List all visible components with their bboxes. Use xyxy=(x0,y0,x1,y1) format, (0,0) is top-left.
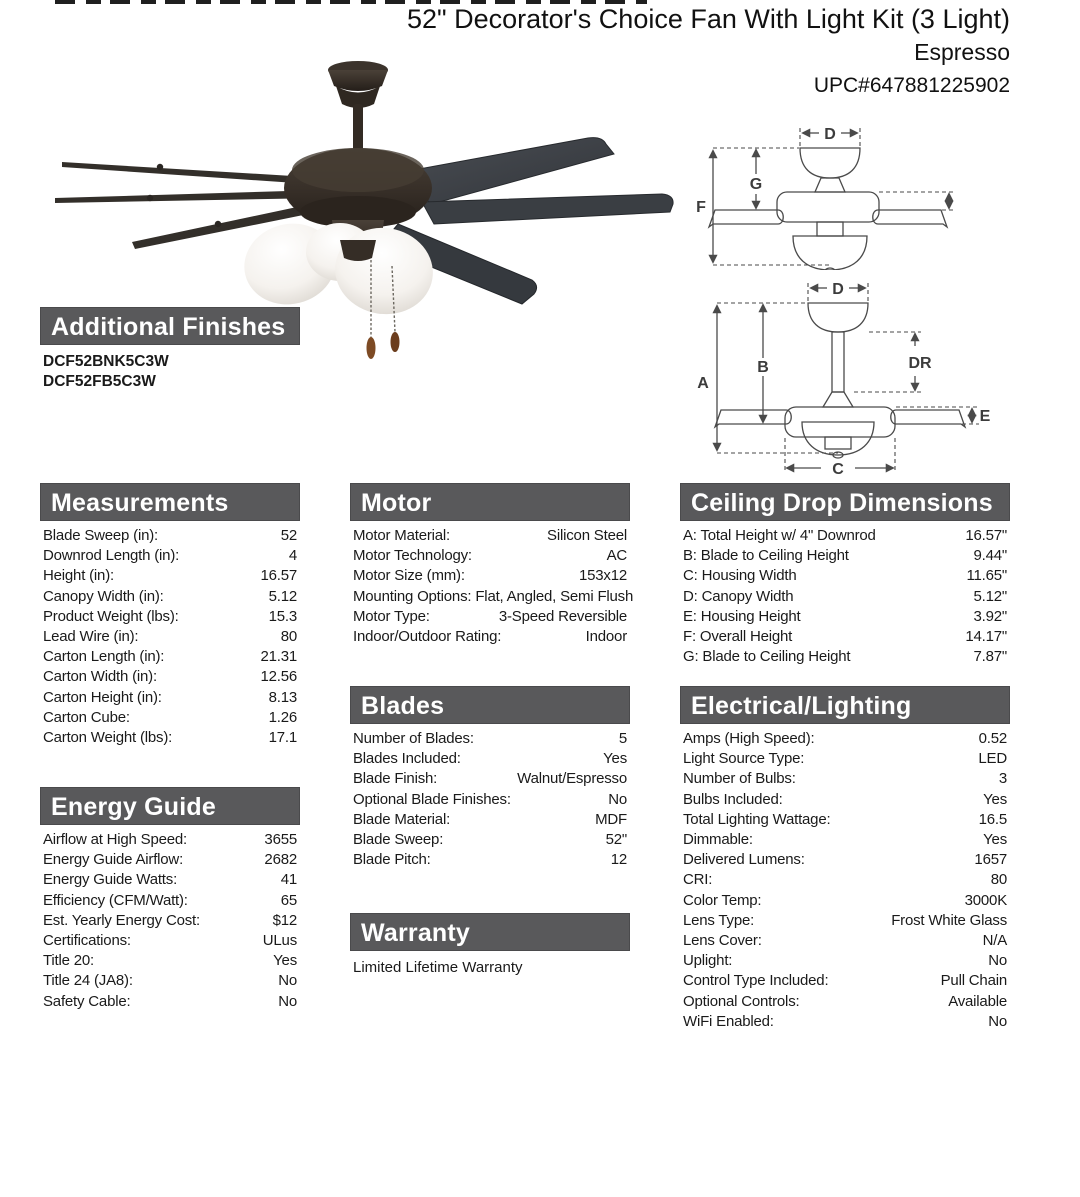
spec-row xyxy=(43,587,297,607)
spec-label: Delivered Lumens: xyxy=(683,851,805,869)
spec-label: Color Temp: xyxy=(683,891,762,909)
spec-row xyxy=(353,546,627,566)
spec-label: Dimmable: xyxy=(683,831,753,849)
section-energy-guide xyxy=(40,787,300,1012)
spec-row xyxy=(683,769,1007,789)
dim-label-b: B xyxy=(757,359,769,376)
spec-row xyxy=(43,850,297,870)
spec-label: Motor Technology: xyxy=(353,547,472,565)
dimension-diagram-downrod xyxy=(693,272,1073,480)
spec-row xyxy=(683,627,1007,647)
spec-label: Motor Material: xyxy=(353,527,451,544)
spec-value: Silicon Steel xyxy=(547,527,627,544)
spec-value: Yes xyxy=(603,750,627,768)
motor-rows xyxy=(350,521,634,647)
spec-label: Product Weight (lbs): xyxy=(43,607,179,625)
measurements-rows xyxy=(40,521,300,748)
spec-label: Title 20: xyxy=(43,952,95,970)
finish-code: DCF52BNK5C3W xyxy=(43,353,169,370)
spec-row xyxy=(353,566,627,586)
spec-value: No xyxy=(278,992,297,1010)
spec-label: Blade Sweep: xyxy=(353,831,444,849)
spec-label: Optional Controls: xyxy=(683,992,800,1010)
electrical-rows xyxy=(680,724,1010,1032)
spec-row xyxy=(43,607,297,627)
spec-value: 0.52 xyxy=(978,730,1007,747)
section-warranty xyxy=(350,913,630,976)
spec-row xyxy=(43,546,297,566)
spec-value: 8.13 xyxy=(268,688,297,706)
spec-label: Blade Sweep (in): xyxy=(43,527,158,544)
spec-row xyxy=(43,526,297,546)
spec-row xyxy=(353,587,634,607)
spec-row xyxy=(353,607,627,627)
energy-guide-rows xyxy=(40,825,300,1012)
spec-row xyxy=(683,870,1007,890)
spec-value: 1.26 xyxy=(268,708,297,726)
spec-label: Energy Guide Watts: xyxy=(43,871,178,889)
spec-row xyxy=(683,850,1007,870)
spec-label: Total Lighting Wattage: xyxy=(683,810,831,828)
spec-value: Flat, Angled, Semi Flush xyxy=(475,587,634,605)
spec-value: 21.31 xyxy=(260,648,297,666)
spec-label: Canopy Width (in): xyxy=(43,587,164,605)
spec-value: N/A xyxy=(982,932,1007,950)
spec-value: 3-Speed Reversible xyxy=(498,607,627,625)
spec-value: MDF xyxy=(595,810,627,828)
finish-list xyxy=(40,345,300,392)
spec-value: Indoor xyxy=(585,628,627,646)
section-header-energy-guide: Energy Guide xyxy=(40,787,300,825)
spec-value: 1657 xyxy=(974,851,1007,869)
spec-value: AC xyxy=(606,547,627,565)
spec-row xyxy=(43,688,297,708)
ceiling-drop-rows xyxy=(680,521,1010,667)
spec-row xyxy=(43,647,297,667)
spec-row xyxy=(43,911,297,931)
spec-row xyxy=(43,870,297,890)
spec-value: 52" xyxy=(605,831,627,849)
spec-row xyxy=(353,850,627,870)
spec-label: Blade Material: xyxy=(353,810,451,828)
spec-row xyxy=(683,810,1007,830)
spec-label: Carton Width (in): xyxy=(43,668,157,686)
spec-row xyxy=(353,830,627,850)
spec-value: Frost White Glass xyxy=(891,911,1007,929)
spec-value: 5.12" xyxy=(973,587,1007,605)
spec-row xyxy=(353,749,627,769)
section-blades xyxy=(350,686,630,870)
spec-label: Uplight: xyxy=(683,952,733,970)
spec-label: Carton Height (in): xyxy=(43,688,162,706)
spec-value: 41 xyxy=(280,871,297,889)
spec-row xyxy=(43,708,297,728)
spec-label: F: Overall Height xyxy=(683,628,793,646)
spec-label: Indoor/Outdoor Rating: xyxy=(353,628,502,646)
spec-row xyxy=(43,667,297,687)
spec-label: Number of Blades: xyxy=(353,730,474,747)
spec-label: Certifications: xyxy=(43,932,131,950)
spec-value: 5.12 xyxy=(268,587,297,605)
spec-value: 17.1 xyxy=(268,729,297,747)
spec-value: 2682 xyxy=(264,851,297,869)
blades-rows xyxy=(350,724,630,870)
spec-row xyxy=(683,587,1007,607)
spec-label: Motor Size (mm): xyxy=(353,567,465,585)
spec-row xyxy=(43,971,297,991)
dimension-diagram-flush xyxy=(693,100,1073,270)
spec-value: 3000K xyxy=(964,891,1007,909)
spec-value: Yes xyxy=(273,952,297,970)
spec-label: Optional Blade Finishes: xyxy=(353,790,511,808)
spec-row xyxy=(683,546,1007,566)
spec-value: 3 xyxy=(998,770,1007,788)
dim-label-g: G xyxy=(749,176,763,193)
spec-row xyxy=(683,951,1007,971)
spec-label: Blades Included: xyxy=(353,750,461,768)
spec-value: 11.65" xyxy=(966,567,1007,585)
spec-value: 15.3 xyxy=(268,607,297,625)
section-measurements xyxy=(40,483,300,748)
spec-label: Light Source Type: xyxy=(683,750,805,768)
spec-value: $12 xyxy=(272,911,297,929)
spec-row xyxy=(683,992,1007,1012)
dim-label-e: E xyxy=(979,408,991,425)
spec-label: B: Blade to Ceiling Height xyxy=(683,547,849,565)
spec-label: E: Housing Height xyxy=(683,607,801,625)
spec-value: 7.87" xyxy=(973,648,1007,666)
spec-row xyxy=(353,769,627,789)
spec-label: WiFi Enabled: xyxy=(683,1012,774,1030)
upc-code: UPC#647881225902 xyxy=(813,74,1010,97)
spec-row xyxy=(43,830,297,850)
page-title: 52" Decorator's Choice Fan With Light Kit (3 Light) xyxy=(406,4,1010,34)
spec-value: 4 xyxy=(288,547,297,565)
spec-value: Yes xyxy=(983,790,1007,808)
spec-value: 16.57" xyxy=(965,527,1007,544)
spec-row xyxy=(683,729,1007,749)
spec-row xyxy=(353,810,627,830)
spec-value: 5 xyxy=(618,730,627,747)
spec-label: Height (in): xyxy=(43,567,114,585)
spec-row xyxy=(683,1012,1007,1032)
dim-label-a: A xyxy=(697,375,709,392)
spec-value: ULus xyxy=(262,932,297,950)
finish-code: DCF52FB5C3W xyxy=(43,373,156,390)
spec-row xyxy=(683,790,1007,810)
spec-row xyxy=(683,891,1007,911)
spec-label: Lens Type: xyxy=(683,911,755,929)
spec-label: Mounting Options: xyxy=(353,587,472,605)
dim-label-d2: D xyxy=(832,281,844,298)
spec-value: No xyxy=(988,1012,1007,1030)
section-additional-finishes xyxy=(40,307,300,392)
spec-value: 12 xyxy=(610,851,627,869)
spec-label: Carton Weight (lbs): xyxy=(43,729,173,747)
spec-label: D: Canopy Width xyxy=(683,587,794,605)
spec-label: C: Housing Width xyxy=(683,567,797,585)
spec-value: 16.5 xyxy=(978,810,1007,828)
section-header-additional-finishes: Additional Finishes xyxy=(40,307,300,345)
spec-label: Title 24 (JA8): xyxy=(43,972,133,990)
spec-row xyxy=(353,729,627,749)
spec-value: Yes xyxy=(983,831,1007,849)
spec-value: 12.56 xyxy=(260,668,297,686)
spec-row xyxy=(43,931,297,951)
spec-row xyxy=(683,911,1007,931)
spec-label: Lead Wire (in): xyxy=(43,628,139,646)
spec-value: No xyxy=(988,952,1007,970)
spec-value: 3.92" xyxy=(973,607,1007,625)
warranty-text: Limited Lifetime Warranty xyxy=(353,959,523,976)
spec-label: Control Type Included: xyxy=(683,972,829,990)
section-header-blades: Blades xyxy=(350,686,630,724)
section-electrical xyxy=(680,686,1010,1032)
spec-label: Blade Pitch: xyxy=(353,851,431,869)
spec-value: 153x12 xyxy=(578,567,627,585)
spec-label: CRI: xyxy=(683,871,713,889)
spec-row xyxy=(353,627,627,647)
spec-value: Pull Chain xyxy=(940,972,1007,990)
spec-label: Amps (High Speed): xyxy=(683,730,815,747)
spec-label: Airflow at High Speed: xyxy=(43,831,188,848)
spec-label: Motor Type: xyxy=(353,607,430,625)
spec-label: Downrod Length (in): xyxy=(43,547,180,565)
spec-row xyxy=(683,830,1007,850)
section-motor xyxy=(350,483,634,647)
spec-label: Energy Guide Airflow: xyxy=(43,851,184,869)
spec-label: G: Blade to Ceiling Height xyxy=(683,648,851,666)
finish-name: Espresso xyxy=(914,39,1010,65)
dim-label-dr: DR xyxy=(908,355,932,372)
dim-label-c: C xyxy=(832,461,844,478)
spec-value: 80 xyxy=(990,871,1007,889)
spec-label: Carton Length (in): xyxy=(43,648,165,666)
spec-row xyxy=(43,566,297,586)
spec-label: Carton Cube: xyxy=(43,708,130,726)
spec-row xyxy=(43,891,297,911)
spec-label: Lens Cover: xyxy=(683,932,762,950)
spec-value: 52 xyxy=(280,527,297,544)
spec-label: Est. Yearly Energy Cost: xyxy=(43,911,200,929)
spec-row xyxy=(683,749,1007,769)
spec-value: 80 xyxy=(280,628,297,646)
spec-label: Efficiency (CFM/Watt): xyxy=(43,891,188,909)
section-header-warranty: Warranty xyxy=(350,913,630,951)
spec-label: Safety Cable: xyxy=(43,992,131,1010)
spec-value: LED xyxy=(978,750,1007,768)
spec-row xyxy=(683,931,1007,951)
spec-value: 16.57 xyxy=(260,567,297,585)
spec-value: 3655 xyxy=(264,831,297,848)
spec-value: Walnut/Espresso xyxy=(517,770,627,788)
spec-value: 65 xyxy=(280,891,297,909)
spec-row xyxy=(683,647,1007,667)
spec-row xyxy=(43,951,297,971)
spec-label: Bulbs Included: xyxy=(683,790,783,808)
spec-row xyxy=(353,790,627,810)
spec-value: 14.17" xyxy=(965,628,1007,646)
spec-row xyxy=(353,526,627,546)
spec-row xyxy=(43,627,297,647)
spec-row xyxy=(683,566,1007,586)
section-header-electrical: Electrical/Lighting xyxy=(680,686,1010,724)
spec-value: Available xyxy=(948,992,1007,1010)
section-ceiling-drop xyxy=(680,483,1010,667)
section-header-measurements: Measurements xyxy=(40,483,300,521)
spec-row xyxy=(43,728,297,748)
section-header-motor: Motor xyxy=(350,483,630,521)
spec-row xyxy=(683,971,1007,991)
spec-row xyxy=(683,526,1007,546)
spec-value: No xyxy=(608,790,627,808)
spec-value: 9.44" xyxy=(973,547,1007,565)
spec-label: A: Total Height w/ 4" Downrod xyxy=(683,527,876,544)
spec-label: Number of Bulbs: xyxy=(683,770,796,788)
dim-label-f: F xyxy=(696,199,706,216)
dim-label-d: D xyxy=(824,126,836,143)
spec-value: No xyxy=(278,972,297,990)
spec-label: Blade Finish: xyxy=(353,770,438,788)
section-header-ceiling-drop: Ceiling Drop Dimensions xyxy=(680,483,1010,521)
spec-row xyxy=(43,992,297,1012)
spec-row xyxy=(683,607,1007,627)
